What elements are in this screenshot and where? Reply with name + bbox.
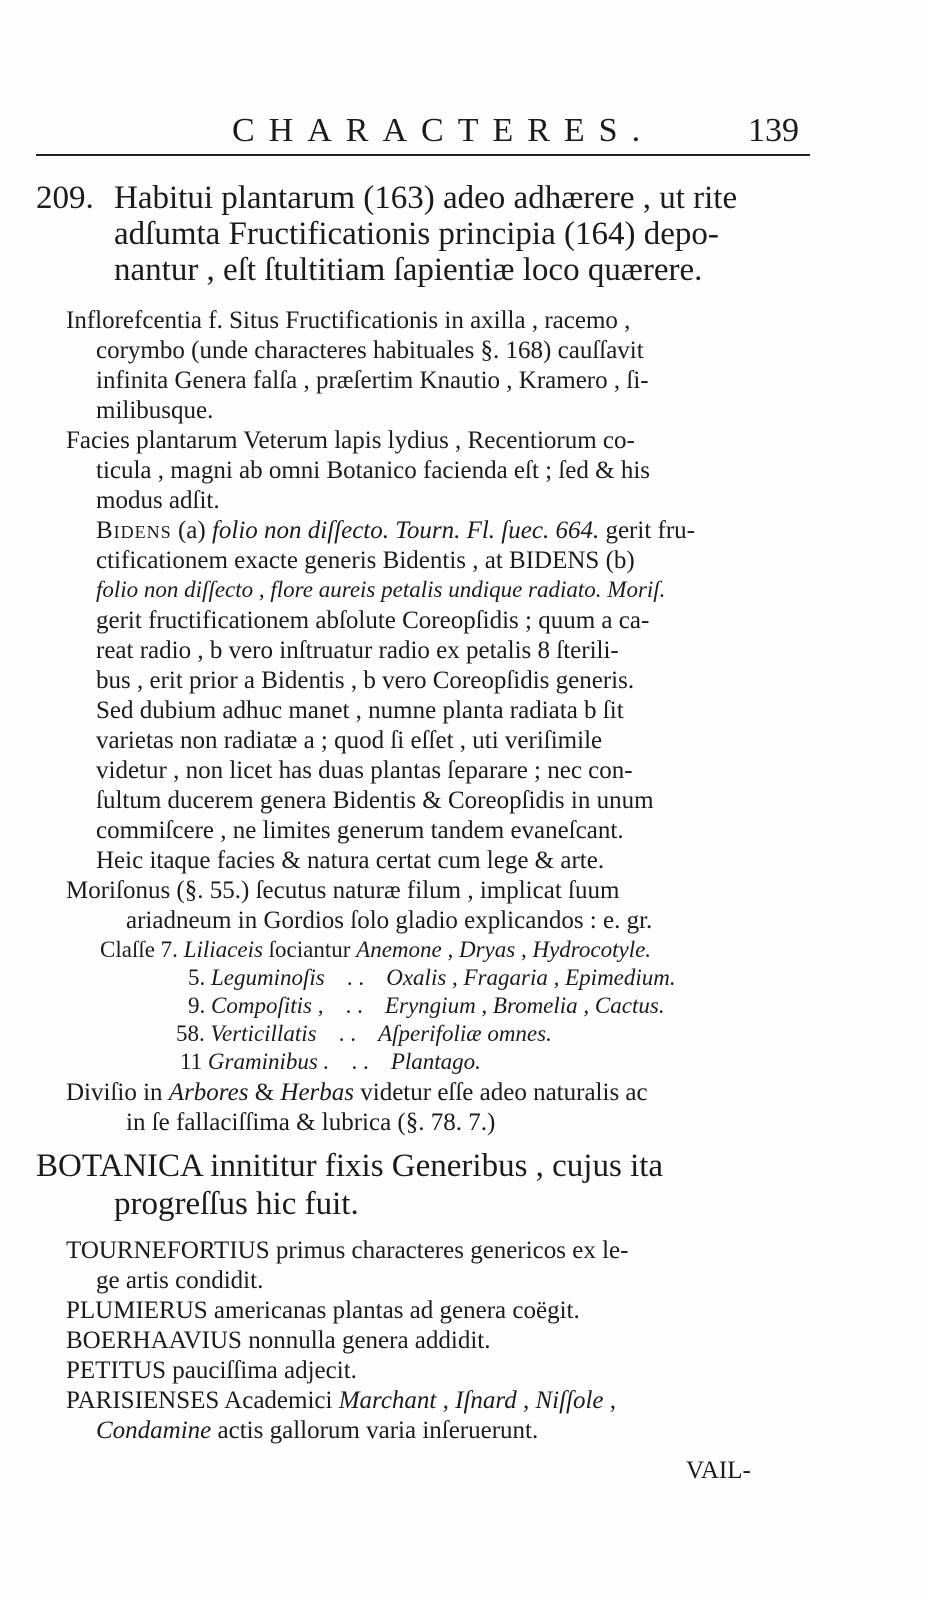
history-line: PLUMIERUS americanas plantas ad genera coëgit. xyxy=(66,1297,580,1324)
aphorism-line: BOTANICA innititur fixis Generibus , cujus ita xyxy=(36,1148,664,1184)
paragraph-line xyxy=(96,518,695,543)
body-text: actis gallorum varia inſeruerunt. xyxy=(217,1417,539,1444)
paragraph-line: in ſe fallaciſſima & lubrica (§. 78. 7.) xyxy=(126,1109,496,1136)
genera-list: Plantago. xyxy=(390,1049,481,1074)
class-name: Compoſitis , xyxy=(211,993,324,1018)
body-text: Diviſio in xyxy=(66,1079,163,1106)
class-connector: ſociantur xyxy=(268,937,351,962)
class-number: 5. xyxy=(188,965,206,990)
class-connector: . . xyxy=(351,1049,369,1074)
header-rule xyxy=(36,154,810,156)
class-row xyxy=(188,966,676,989)
paragraph-line: gerit fructificationem abſolute Coreopſidis ; quum a ca- xyxy=(96,607,650,634)
class-name: Graminibus . xyxy=(207,1049,330,1074)
paragraph-line: varietas non radiatæ a ; quod ſi eſſet , uti veriſimile xyxy=(96,727,603,754)
class-number: 11 xyxy=(180,1049,203,1074)
genera-list: Aſperifoliæ omnes. xyxy=(378,1021,552,1046)
class-row xyxy=(176,1022,552,1045)
paragraph-line xyxy=(66,1080,648,1105)
paragraph-line: reat radio , b vero inſtruatur radio ex petalis 8 ſterili- xyxy=(96,637,619,664)
body-text: & xyxy=(254,1079,275,1106)
genera-list: Oxalis , Fragaria , Epimedium. xyxy=(386,965,676,990)
paragraph-line: commiſcere , ne limites generum tandem evaneſcant. xyxy=(96,817,624,844)
citation-text: folio non diſſecto. Tourn. Fl. ſuec. 664. xyxy=(211,517,600,544)
paragraph-line: Heic itaque facies & natura certat cum lege & arte. xyxy=(96,847,605,874)
footnote-mark: (a) xyxy=(177,517,206,544)
history-line: BOERHAAVIUS nonnulla genera addidit. xyxy=(66,1327,491,1354)
body-text: gerit fru- xyxy=(605,517,695,544)
paragraph-line: infinita Genera falſa , præſertim Knautio , Kramero , ſi- xyxy=(96,367,649,394)
class-name: Verticillatis xyxy=(210,1021,317,1046)
aphorism-line: Habitui plantarum (163) adeo adhærere , ut rite xyxy=(114,180,738,216)
paragraph-line: modus adſit. xyxy=(96,487,220,514)
emphasis-text: Arbores xyxy=(168,1079,249,1106)
history-line xyxy=(66,1388,616,1413)
body-text: PARISIENSES Academici xyxy=(66,1387,333,1414)
class-name: Liliaceis xyxy=(183,937,263,962)
aphorism-line: adſumta Fructificationis principia (164) depo- xyxy=(114,216,719,252)
paragraph-line: Facies plantarum Veterum lapis lydius , Recentiorum co- xyxy=(66,427,635,454)
paragraph-line: ariadneum in Gordios ſolo gladio explicandos : e. gr. xyxy=(126,907,653,934)
paragraph-line: ticula , magni ab omni Botanico facienda eſt ; ſed & his xyxy=(96,457,651,484)
paragraph-line: milibusque. xyxy=(96,397,214,424)
paragraph-line: Sed dubium adhuc manet , numne planta radiata b ſit xyxy=(96,697,624,724)
genus-name: BIDENS (b) xyxy=(509,547,635,574)
class-row xyxy=(188,994,665,1017)
paragraph-line: bus , erit prior a Bidentis , b vero Coreopſidis generis. xyxy=(96,667,635,694)
class-row xyxy=(180,1050,481,1073)
paragraph-line: corymbo (unde characteres habituales §. 168) cauſſavit xyxy=(96,337,644,364)
emphasis-text: Marchant , Iſnard , Niſſole , xyxy=(338,1387,616,1414)
genera-list: Eryngium , Bromelia , Cactus. xyxy=(384,993,665,1018)
history-line xyxy=(96,1418,538,1443)
emphasis-text: Herbas xyxy=(280,1079,354,1106)
aphorism-line: nantur , eſt ſtultitiam ſapientiæ loco quærere. xyxy=(114,252,703,288)
class-number: Claſſe 7. xyxy=(100,937,178,962)
genera-list: Anemone , Dryas , Hydrocotyle. xyxy=(356,937,652,962)
class-number: 9. xyxy=(188,993,206,1018)
page-number: 139 xyxy=(748,112,799,149)
genus-name: Bidens xyxy=(96,517,172,544)
class-row xyxy=(100,938,651,961)
running-header-title: CHARACTERES. xyxy=(232,112,655,149)
history-line: PETITUS pauciſſima adjecit. xyxy=(66,1357,357,1384)
citation-line: folio non diſſecto , flore aureis petalis undique radiato. Moriſ. xyxy=(96,577,666,602)
class-name: Leguminoſis xyxy=(211,965,325,990)
paragraph-line: ſultum ducerem genera Bidentis & Coreopſidis in unum xyxy=(96,787,654,814)
paragraph-line: Moriſonus (§. 55.) ſecutus naturæ filum , implicat ſuum xyxy=(66,877,620,904)
history-line: ge artis condidit. xyxy=(96,1267,264,1294)
body-text: videtur eſſe adeo naturalis ac xyxy=(360,1079,648,1106)
aphorism-number: 209. xyxy=(36,180,94,216)
history-line: TOURNEFORTIUS primus characteres genericos ex le- xyxy=(66,1237,629,1264)
emphasis-text: Condamine xyxy=(96,1417,212,1444)
class-connector: . . xyxy=(338,1021,356,1046)
class-connector: . . xyxy=(345,993,363,1018)
body-text: ctificationem exacte generis Bidentis , at xyxy=(96,547,503,574)
class-number: 58. xyxy=(176,1021,205,1046)
paragraph-line: videtur , non licet has duas plantas ſeparare ; nec con- xyxy=(96,757,633,784)
paragraph-line xyxy=(96,548,635,573)
aphorism-line: progreſſus hic fuit. xyxy=(114,1186,359,1222)
catchword: VAIL- xyxy=(686,1457,751,1484)
paragraph-line: Inflorefcentia f. Situs Fructificationis in axilla , racemo , xyxy=(66,307,631,334)
class-connector: . . xyxy=(346,965,365,990)
